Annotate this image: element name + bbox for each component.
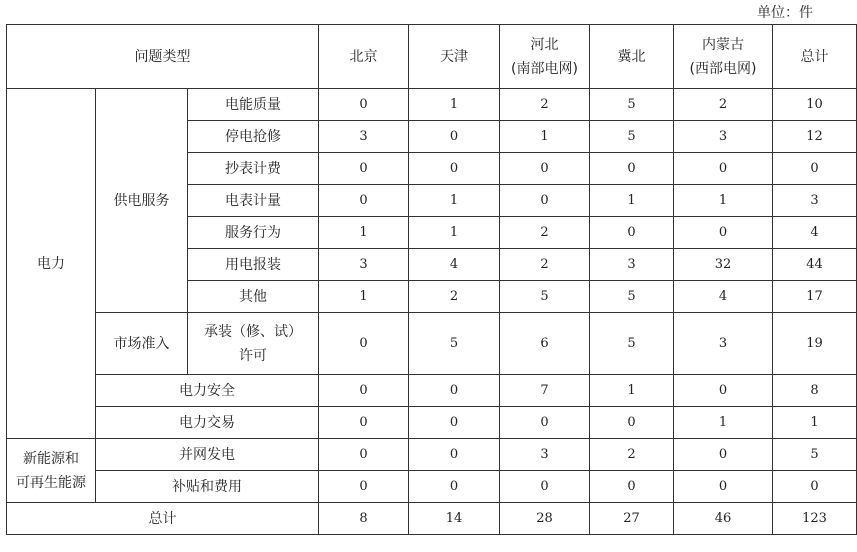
cell: 0 xyxy=(409,471,500,503)
cell: 5 xyxy=(409,313,500,375)
cell: 3 xyxy=(500,439,590,471)
cell: 4 xyxy=(409,249,500,281)
cell: 5 xyxy=(500,281,590,313)
cell-total: 0 xyxy=(773,471,857,503)
header-region: 冀北 xyxy=(590,25,674,89)
cell-total: 0 xyxy=(773,153,857,185)
row-label: 并网发电 xyxy=(96,439,319,471)
cell: 0 xyxy=(409,439,500,471)
cell: 0 xyxy=(319,313,409,375)
cell: 7 xyxy=(500,375,590,407)
row-label: 其他 xyxy=(188,281,319,313)
cell: 2 xyxy=(674,89,773,121)
row-label: 停电抢修 xyxy=(188,121,319,153)
table-row xyxy=(7,407,857,439)
header-region: 北京 xyxy=(319,25,409,89)
cell: 0 xyxy=(409,375,500,407)
cell: 2 xyxy=(409,281,500,313)
complaints-table xyxy=(6,24,857,535)
cell: 3 xyxy=(590,249,674,281)
cell: 0 xyxy=(590,153,674,185)
cell: 0 xyxy=(674,153,773,185)
cell-total: 17 xyxy=(773,281,857,313)
cell: 3 xyxy=(319,121,409,153)
cell: 0 xyxy=(590,407,674,439)
cell: 6 xyxy=(500,313,590,375)
header-region: 河北 (南部电网) xyxy=(500,25,590,89)
cell: 2 xyxy=(500,249,590,281)
row-label: 电能质量 xyxy=(188,89,319,121)
cell: 0 xyxy=(319,407,409,439)
row-label: 抄表计费 xyxy=(188,153,319,185)
cell: 1 xyxy=(590,185,674,217)
cell: 0 xyxy=(674,375,773,407)
cell: 1 xyxy=(319,217,409,249)
header-region: 内蒙古 (西部电网) xyxy=(674,25,773,89)
row-label: 用电报装 xyxy=(188,249,319,281)
row-label: 补贴和费用 xyxy=(96,471,319,503)
row-label: 服务行为 xyxy=(188,217,319,249)
cell-total: 12 xyxy=(773,121,857,153)
group-market-access: 市场准入 xyxy=(96,313,188,375)
cell: 3 xyxy=(674,313,773,375)
cell: 27 xyxy=(590,503,674,535)
cell: 0 xyxy=(500,153,590,185)
cell: 0 xyxy=(319,471,409,503)
cell: 1 xyxy=(674,185,773,217)
table-row xyxy=(7,313,857,375)
cell: 0 xyxy=(500,407,590,439)
cell: 5 xyxy=(590,89,674,121)
total-row xyxy=(7,503,857,535)
cell: 1 xyxy=(409,89,500,121)
cell: 0 xyxy=(409,407,500,439)
cell: 3 xyxy=(319,249,409,281)
table-row xyxy=(7,439,857,471)
table-row xyxy=(7,471,857,503)
cell: 0 xyxy=(319,439,409,471)
cell: 2 xyxy=(500,89,590,121)
header-region: 天津 xyxy=(409,25,500,89)
cell: 2 xyxy=(590,439,674,471)
cell: 1 xyxy=(500,121,590,153)
row-label: 电表计量 xyxy=(188,185,319,217)
group-power: 电力 xyxy=(7,89,96,439)
header-type: 问题类型 xyxy=(7,25,319,89)
cell-total: 3 xyxy=(773,185,857,217)
cell-total: 19 xyxy=(773,313,857,375)
cell: 0 xyxy=(409,153,500,185)
cell: 0 xyxy=(674,439,773,471)
cell: 1 xyxy=(409,217,500,249)
cell-total: 5 xyxy=(773,439,857,471)
row-label: 电力交易 xyxy=(96,407,319,439)
cell: 0 xyxy=(500,185,590,217)
row-label: 电力安全 xyxy=(96,375,319,407)
group-supply-service: 供电服务 xyxy=(96,89,188,313)
header-total: 总计 xyxy=(773,25,857,89)
cell: 0 xyxy=(674,471,773,503)
cell: 5 xyxy=(590,121,674,153)
unit-label: 单位：件 xyxy=(757,5,813,21)
table-row xyxy=(7,375,857,407)
cell-total: 123 xyxy=(773,503,857,535)
cell-total: 4 xyxy=(773,217,857,249)
cell: 1 xyxy=(590,375,674,407)
cell: 0 xyxy=(319,185,409,217)
cell: 0 xyxy=(500,471,590,503)
cell: 0 xyxy=(319,375,409,407)
header-row xyxy=(7,25,857,89)
cell: 14 xyxy=(409,503,500,535)
cell: 0 xyxy=(674,217,773,249)
cell: 0 xyxy=(590,217,674,249)
cell: 2 xyxy=(500,217,590,249)
cell-total: 44 xyxy=(773,249,857,281)
cell: 28 xyxy=(500,503,590,535)
cell: 0 xyxy=(319,89,409,121)
group-renewable: 新能源和 可再生能源 xyxy=(7,439,96,503)
cell: 0 xyxy=(409,121,500,153)
cell: 5 xyxy=(590,281,674,313)
cell-total: 10 xyxy=(773,89,857,121)
cell: 5 xyxy=(590,313,674,375)
row-label: 承装（修、试） 许可 xyxy=(188,313,319,375)
cell: 0 xyxy=(590,471,674,503)
cell: 1 xyxy=(319,281,409,313)
cell: 0 xyxy=(319,153,409,185)
cell: 32 xyxy=(674,249,773,281)
cell: 46 xyxy=(674,503,773,535)
cell: 3 xyxy=(674,121,773,153)
cell: 8 xyxy=(319,503,409,535)
total-label: 总计 xyxy=(7,503,319,535)
cell: 1 xyxy=(674,407,773,439)
cell-total: 1 xyxy=(773,407,857,439)
table-row xyxy=(7,89,857,121)
cell: 1 xyxy=(409,185,500,217)
cell-total: 8 xyxy=(773,375,857,407)
cell: 4 xyxy=(674,281,773,313)
